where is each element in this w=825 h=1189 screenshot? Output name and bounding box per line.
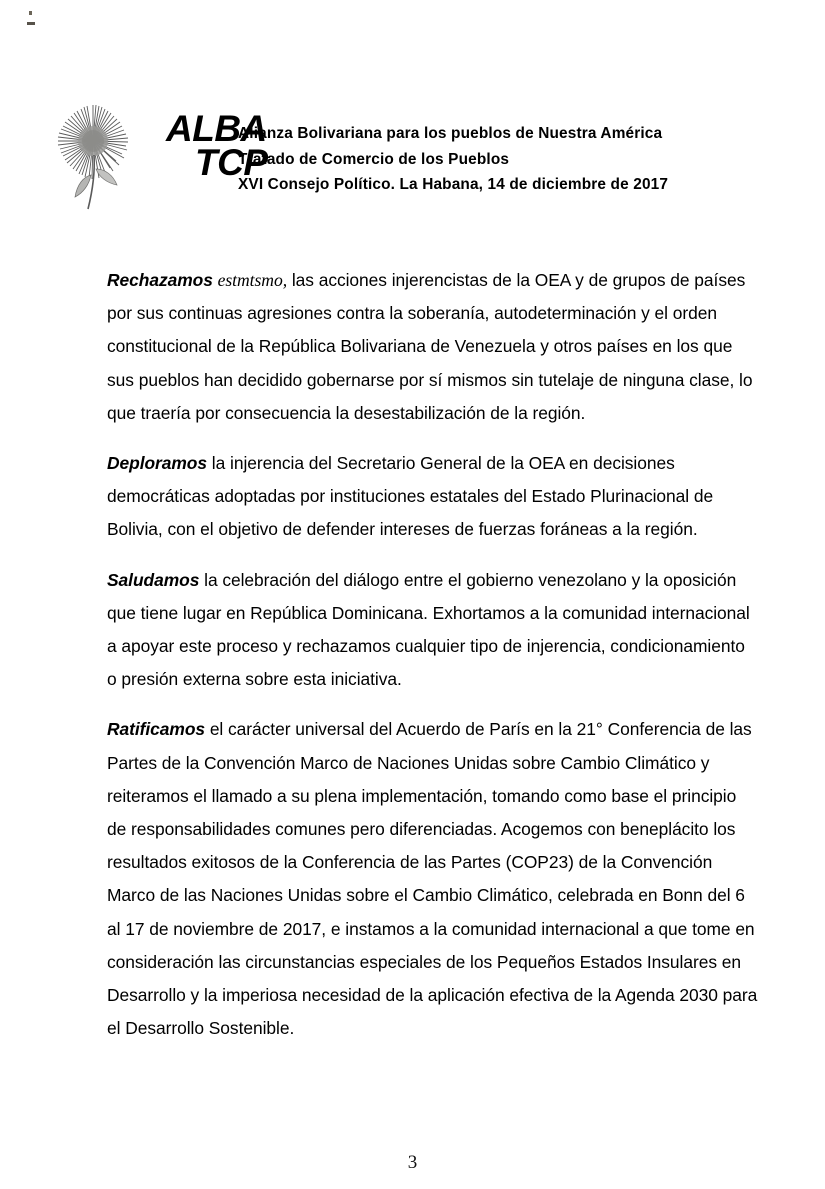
wordmark-alba: ALBA xyxy=(166,108,267,149)
masthead-line-organization: Alianza Bolivariana para los pueblos de Nuestra América xyxy=(238,125,663,142)
paragraph-lead-word: Rechazamos xyxy=(107,270,213,290)
masthead-line-council-event: XVI Consejo Político. La Habana, 14 de diciembre de 2017 xyxy=(238,176,669,193)
scan-artifact-dash xyxy=(27,22,35,25)
paragraph-text: las acciones injerencistas de la OEA y de grupos de países por sus continuas agresiones contra la soberanía, autodeterminación y el orden constitucional de la República Bolivariana de Venezuela y otros países en los que sus pueblos han decidido gobernarse por sí mismos sin tutelaje de ninguna clase, lo que traería por consecuencia la desestabilización de la región. xyxy=(107,270,753,423)
paragraph-text: la injerencia del Secretario General de la OEA en decisiones democráticas adoptadas por instituciones estatales del Estado Plurinacional de Bolivia, con el objetivo de defender intereses de fuerzas foráneas a la región. xyxy=(107,453,714,540)
paragraph-rechazamos xyxy=(107,264,759,430)
paragraph-text: la celebración del diálogo entre el gobierno venezolano y la oposición que tiene lugar en República Dominicana. Exhortamos a la comunidad internacional a apoyar este proceso y rechazamos cualquier tipo de injerencia, condicionamiento o presión externa sobre esta iniciativa. xyxy=(107,569,750,690)
masthead-title-block xyxy=(238,121,798,198)
scan-artifact-dot xyxy=(29,11,32,15)
document-body xyxy=(107,264,759,1045)
page-number: 3 xyxy=(407,1152,418,1173)
alba-sunflower-logo-icon xyxy=(55,103,133,211)
document-masthead xyxy=(55,103,785,215)
paragraph-lead-word: Ratificamos xyxy=(107,719,206,740)
masthead-line-treaty: Tratado de Comercio de los Pueblos xyxy=(238,150,510,168)
paragraph-saludamos xyxy=(107,564,759,697)
scan-artifact-marks xyxy=(27,11,41,35)
paragraph-text: el carácter universal del Acuerdo de París en la 21° Conferencia de las Partes de la Convención Marco de Naciones Unidas sobre Cambio Climático y reiteramos el llamado a su plena implementación, tomando como base el principio de responsabilidades comunes pero diferenciadas. Acogemos con beneplácito los resultados exitosos de la Conferencia de las Partes (COP23) de la Convención Marco de las Naciones Unidas sobre el Cambio Climático, celebrada en Bonn del 6 al 17 de noviembre de 2017, e instamos a la comunidad internacional a que tome en consideración las circunstancias especiales de los Pequeños Estados Insulares en Desarrollo y la imperiosa necesidad de la aplicación efectiva de la Agenda 2030 para el Desarrollo Sostenible. xyxy=(107,719,758,1039)
paragraph-deploramos xyxy=(107,447,759,547)
paragraph-serif-word: estmtsmo, xyxy=(217,270,288,290)
paragraph-lead-word: Saludamos xyxy=(107,569,200,590)
wordmark-tcp: TCP xyxy=(195,142,268,184)
paragraph-ratificamos xyxy=(107,713,759,1045)
paragraph-lead-word: Deploramos xyxy=(107,453,208,474)
